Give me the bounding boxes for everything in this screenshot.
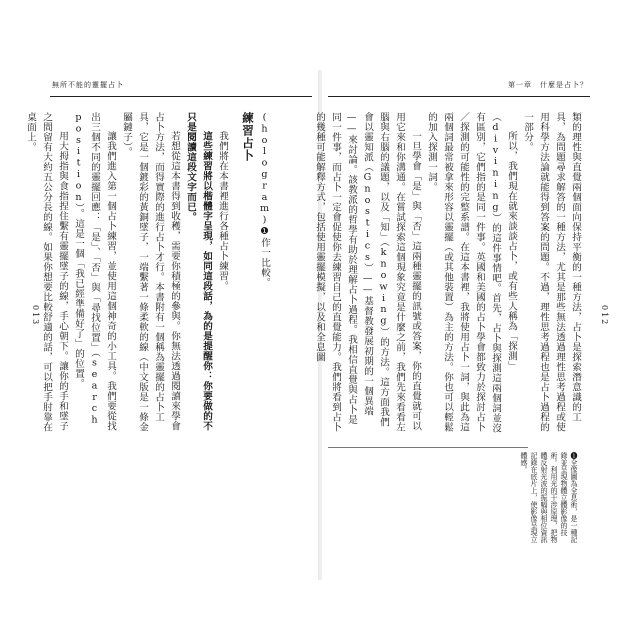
right-page-number: 012 (600, 305, 609, 327)
body-paragraph: 用大拇指與食指捏住繫有靈擺墜子的線，手心朝下。讓你的手和墜子之間留有大約五公分長的線。如果你想要比較舒適的話，可以把手肘靠在桌面上。 (25, 112, 68, 432)
right-page-body (314, 112, 583, 434)
continued-text: (hologram)❶作一比較。 (259, 112, 270, 288)
left-page-number: 013 (31, 305, 40, 327)
body-paragraph: 若想從這本書得到收穫，需要你積極的參與。你無法透過閱讀來學會占卜方法，而得實際的進行占卜才行。本書附有一個稱為靈擺的占卜工具，它是一個鍍彩的黃銅墜子，一端繫著一條柔軟的線（中文版是一條金屬鏈子）。 (121, 112, 180, 432)
body-paragraph: 讓我們進入第一個占卜練習，並使用這個神奇的小工具。我們要從找出三個不同的靈擺回應：「是」、「否」與「尋找位置」（search position）。這是一個「我已經準備好了」的位置。 (73, 112, 116, 432)
body-paragraph: 類的理性與直覺兩個面向保持平衡的一種方法，占卜是探索潛意識的工具，為問題尋求解答的一種方法，尤其是那些無法透過理性思考過程或使用科學方法論就能得到答案的問題。不過，理性思考過程也是占卜過程的一部分。 (522, 112, 581, 432)
exercise-note: 這些練習將以楷體字呈現，如同這段話，為的是提醒你：你要做的不只是閱讀這段文字而已。 (185, 112, 212, 432)
right-header-rule (328, 96, 590, 97)
body-paragraph: 所以，我們現在就來談談占卜，或有些人稱為「探測」（divining）的這件事情吧。首先，占卜與探測這兩個詞並沒有區別，它們指的是同一件事。英國和美國的占卜學會都致力於探討占卜／探測的可能性的完整系譜。在這本書裡，我將使用占卜一詞，與此為這兩個詞最常被拿來形容以靈擺（或其他裝置）為主的方法。你也可以輕鬆的加入探測一詞。 (426, 112, 517, 434)
body-paragraph: 一旦學會「是」與「否」這兩種靈擺的訊號或答案，你的直覺就可以用它來和你溝通。在嘗試探索這個現象究竟是什麼之前，我們先來看看左腦與右腦的議題，以及「知」（knowing）的方法。這方面我們會以靈知派（Gnostics）——基督教發展初期的一個異端——來討論。該教派的哲學有助於理解占卜過程。我相信直覺與占卜是同一件事，而占卜一定會促使你去練習自己的直覺能力。我們將看到占卜的幾種可能解釋方式，包括使用靈擺模擬，以及和全息圖 (314, 112, 421, 432)
right-running-head: 第一章 什麼是占卜？ (508, 81, 588, 89)
left-running-head: 無所不能的靈擺占卜 (52, 81, 124, 89)
body-paragraph: 我們將在本書裡進行各種占卜練習。 (217, 131, 228, 292)
footnote: ❶全像圖為全息術，是一種記錄並呈現物體立體影像的技術。利用光的干涉原理，把物體反射光波的振幅與相位資訊記錄在底片上，使影像呈現立體感。 (520, 452, 578, 543)
section-title: 練習占卜 (241, 112, 255, 162)
left-header-rule (50, 96, 312, 97)
footnote-rule (328, 447, 528, 448)
